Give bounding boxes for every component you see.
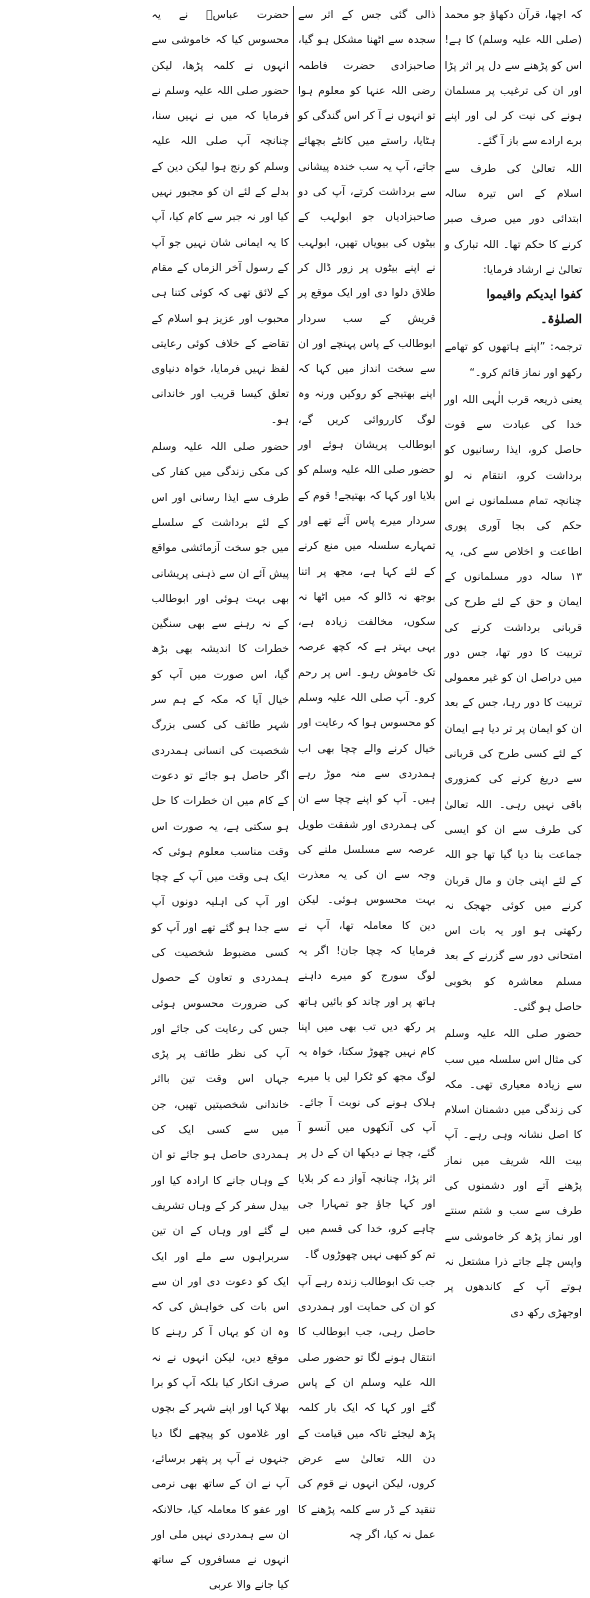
paragraph: ذالی گئی جس کے اثر سے سجدہ سے اٹھنا مشکل ہو گیا، صاحبزادی حضرت فاطمہ رضی اللہ عنہا کو معلوم ہوا تو انہوں نے آ کر اس گندگی کو ہٹایا، راستے میں کانٹے بچھائے جاتے، آپ یہ سب خندہ پیشانی سے برداشت کرتے، آپ کی دو صاحبزادیاں جو ابولہب کے بیٹوں کی بیویاں تھیں، ابولہب نے اپنے بیٹوں پر زور ڈال کر طلاق دلوا دی اور ایک موقع پر قریش کے سب سردار ابوطالب کے پاس پہنچے اور ان سے سخت انداز میں کہا کہ اپنے بھتیجے کو روکیں ورنہ وہ لوگ کارروائی کریں گے، ابوطالب پریشان ہوئے اور حضور صلی اللہ علیہ وسلم کو بلایا اور کہا کہ بھتیجے! قوم کے سردار میرے پاس آئے تھے اور تمہارے سلسلہ میں منع کرنے کے لئے کہا ہے، مجھ پر اتنا بوجھ نہ ڈالو کہ میں اٹھا نہ سکوں، مخالفت زیادہ ہے، یہی بہتر ہے کہ کچھ عرصہ تک خاموش رہو۔ اس پر رحم کرو۔ آپ صلی اللہ علیہ وسلم کو محسوس ہوا کہ رعایت اور خیال کرنے والے چچا بھی اب ہمدردی سے منہ موڑ رہے ہیں۔ آپ کو اپنے چچا سے ان کی ہمدردی اور شفقت طویل عرصہ سے مسلسل ملنے کی وجہ سے ان کی یہ معذرت بہت محسوس ہوئی۔ لیکن دین کا معاملہ تھا، آپ نے فرمایا کہ چچا جان! اگر یہ لوگ سورج کو میرے داہنے ہاتھ پر اور چاند کو بائیں ہاتھ پر رکھ دیں تب بھی میں اپنا کام نہیں چھوڑ سکتا، خواہ یہ لوگ مجھ کو ٹکرا لیں یا میرے ہلاک ہونے کی نوبت آ جائے۔ آپ کی آنکھوں میں آنسو آ گئے، چچا نے دیکھا ان کے دل پر اثر پڑا، چنانچہ آواز دے کر بلایا اور کہا جاؤ جو تمہارا جی چاہے کرو، خدا کی قسم میں تم کو کبھی نہیں چھوڑوں گا۔: [298, 8, 436, 1261]
arabic-verse-line: کفوا ایدیکم واقیموا: [486, 287, 582, 302]
paragraph: حضور صلی اللہ علیہ وسلم کی مثال اس سلسلہ میں سب سے زیادہ معیاری تھی۔ مکہ کی زندگی میں دشمنان اسلام کا اصل نشانہ وہی رہے۔ آپ بیت اللہ شریف میں نماز پڑھنے آتے اور دشمنوں کی طرف سے سب و شتم سنتے اور نماز پڑھ کر خاموشی سے واپس چلے جاتے ذرا مشتعل نہ ہوتے آپ کے کاندھوں پر اوجھڑی رکھ دی: [444, 1027, 582, 1319]
paragraph: یعنی ذریعہ قرب الٰہی اللہ اور خدا کی عبادت سے قوت حاصل کرو، ایذا رسانیوں کو برداشت کرو، انتقام نہ لو چنانچہ تمام مسلمانوں نے اس حکم کی بجا آوری پوری اطاعت و اخلاص سے کی، یہ ۱۳ سالہ دور مسلمانوں کے ایمان و حق کے لئے طرح کی قربانی برداشت کرنے کی تربیت کا دور تھا، جس دور میں دراصل ان کو غیر معمولی تربیت کا دور رہا، جس کے بعد ان کو ایمان پر تر دیا ہے ایمان کے لئے کسی طرح کی قربانی سے دریغ کرنے کی کمزوری باقی نہیں رہی۔ اللہ تعالیٰ کی طرف سے ان کو ایسی جماعت بنا دیا گیا تھا جو اللہ کے لئے اپنی جان و مال قربان کرنے میں کوئی جھجک نہ رکھتی ہو اور یہ بات اس امتحانی دور سے گزرنے کے بعد مسلم معاشرہ کو بخوبی حاصل ہو گئی۔: [444, 392, 582, 1013]
paragraph: حضور صلی اللہ علیہ وسلم کی مکی زندگی میں کفار کی طرف سے ایذا رسانی اور اس کے لئے برداشت کے سلسلے میں جو سخت آزمائشی مواقع پیش آئے ان سے ذہنی پریشانی بھی بہت ہوئی اور ابوطالب کے نہ رہنے سے بھی سنگین خطرات کا اندیشہ بھی بڑھ گیا، اس صورت میں آپ کو خیال آیا کہ مکہ کے ہم سر شہر طائف کی کسی بزرگ شخصیت کی انسانی ہمدردی اگر حاصل ہو جائے تو دعوت کے کام میں ان خطرات کا حل ہو سکتی ہے، یہ صورت اس وقت مناسب معلوم ہوئی کہ ایک ہی وقت میں آپ کے چچا اور آپ کی اہلیہ دونوں آپ سے جدا ہو گئے تھے اور آپ کو کسی مضبوط شخصیت کی ہمدردی و تعاون کے حصول کی ضرورت محسوس ہوئی جس کی رعایت کی جائے اور آپ کی نظر طائف پر پڑی جہاں اس وقت تین بااثر خاندانی شخصیتیں تھیں، جن میں سے کسی ایک کی ہمدردی حاصل ہو جائے تو ان کے وہاں جانے کا ارادہ کیا اور بیدل سفر کر کے وہاں تشریف لے گئے اور وہاں کے ان تین سربراہوں سے ملے اور ایک ایک کو دعوت دی اور ان سے اس بات کی خواہش کی کہ وہ ان کو یہاں آ کر رہنے کا موقع دیں، لیکن انہوں نے نہ صرف انکار کیا بلکہ آپ کو برا بھلا کہا اور اپنے شہر کے بچوں اور غلاموں کو پیچھے لگا دیا جنہوں نے آپ پر پتھر برسائے، آپ نے ان کے ساتھ بھی نرمی اور عفو کا معاملہ کیا، حالانکہ ان سے ہمدردی نہیں ملی اور انہوں نے مسافروں کے ساتھ کیا جانے والا عربی: [151, 440, 289, 1592]
paragraph: اللہ تعالیٰ کی طرف سے اسلام کے اس تیرہ سالہ ابتدائی دور میں صرف صبر کرنے کا حکم تھا۔ اللہ تبارک و تعالیٰ نے ارشاد فرمایا:: [444, 161, 582, 276]
paragraph: جب تک ابوطالب زندہ رہے آپ کو ان کی حمایت اور ہمدردی حاصل رہی، جب ابوطالب کا انتقال ہونے لگا تو حضور صلی اللہ علیہ وسلم ان کے پاس گئے اور کہا کہ ایک بار کلمہ پڑھ لیجئے تاکہ میں قیامت کے دن اللہ تعالیٰ سے عرض کروں، لیکن انہوں نے قوم کی تنقید کے ڈر سے کلمہ پڑھنے کا عمل نہ کیا، اگر چہ: [298, 1274, 436, 1541]
text-column-middle: [294, 2, 440, 1541]
text-column-right: [441, 2, 587, 1319]
paragraph: کہ اچھا، قرآن دکھاؤ جو محمد (صلی اللہ علیہ وسلم) کا ہے! اس کو پڑھنے سے دل پر اثر پڑا اور ان کی ترغیب پر مسلمان ہونے کی نیت کر لی اور اپنے برے ارادے سے باز آ گئے۔: [444, 8, 582, 148]
paragraph: حضرت عباسؓ نے یہ محسوس کیا کہ خاموشی سے انہوں نے کلمہ پڑھا، لیکن حضور صلی اللہ علیہ وسلم نے فرمایا کہ میں نے نہیں سنا، چنانچہ آپ صلی اللہ علیہ وسلم کو رنج ہوا لیکن دین کے بدلے کے لئے ان کو مجبور نہیں کیا اور نہ جبر سے کام کیا، آپ کا یہ ایمانی شان نہیں جو آپ کے رسول آخر الزماں کے مقام کے لائق تھی کہ کوئی کتنا ہی محبوب اور عزیز ہو اسلام کے تقاضے کے خلاف کوئی رعایتی لفظ نہیں فرمایا، خواہ دنیاوی تعلق کیسا قریب اور خاندانی ہو۔: [151, 8, 289, 426]
text-column-left: [148, 2, 294, 1592]
translation-text: ترجمہ: ”اپنے ہاتھوں کو تھامے رکھو اور نماز قائم کرو۔“: [444, 340, 582, 379]
arabic-verse-line: الصلوٰۃ۔: [540, 312, 582, 327]
